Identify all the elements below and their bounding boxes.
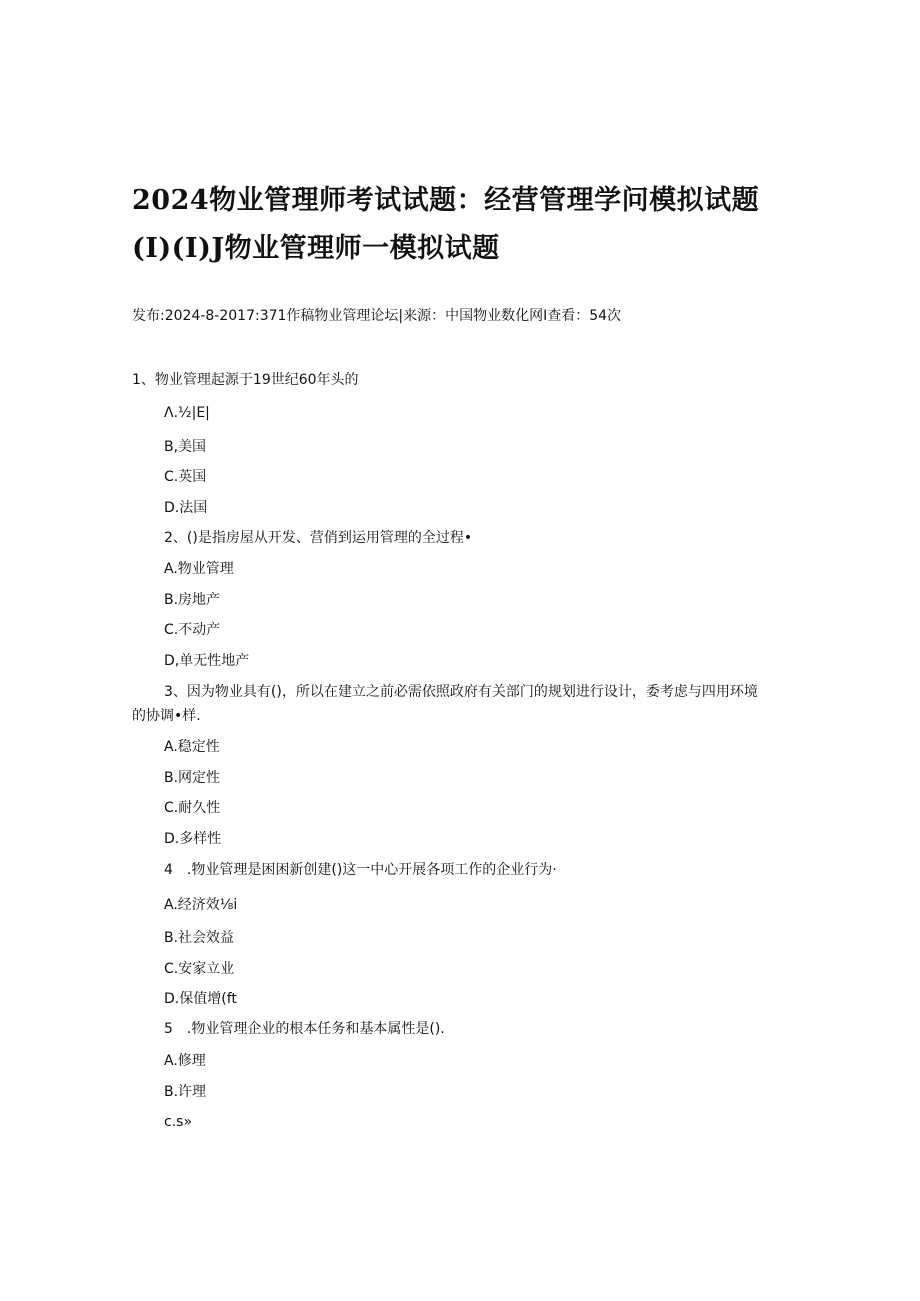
question-4-option-a: A.经济效⅛i (164, 897, 238, 913)
question-3-option-b: B.网定性 (164, 770, 221, 786)
question-2-option-c: C.不动产 (164, 622, 221, 638)
question-3-option-c: C.耐久性 (164, 800, 221, 816)
question-2-option-d: D,单无性地产 (164, 653, 250, 669)
document-title-line-2: (I)(I)J物业管理师一模拟试题 (132, 233, 500, 264)
question-3-option-d: D.多样性 (164, 831, 222, 847)
question-3: 3、因为物业具有()，所以在建立之前必需依照政府有关部门的规划进行设计，委考虑与四用环境 (164, 684, 758, 700)
question-1-option-a: Λ.½|E| (164, 405, 210, 421)
question-5-option-c: c.s» (164, 1114, 193, 1130)
question-2-option-a: A.物业管理 (164, 561, 234, 577)
question-3-option-a: A.稳定性 (164, 739, 220, 755)
question-5-option-b: B.许理 (164, 1084, 207, 1100)
question-4-option-b: B.社会效益 (164, 930, 235, 946)
question-1-option-b: B,美国 (164, 439, 207, 455)
question-4: 4 .物业管理是困困新创建()这一中心开展各项工作的企业行为· (164, 862, 557, 878)
question-3-continuation: 的协调•样. (132, 708, 201, 724)
question-1-option-d: D.法国 (164, 500, 208, 516)
document-title-line-1: 2024物业管理师考试试题：经营管理学问模拟试题 (132, 185, 760, 216)
question-4-option-c: C.安家立业 (164, 961, 235, 977)
question-1-option-c: C.英国 (164, 469, 207, 485)
question-4-option-d: D.保值增(ft (164, 991, 237, 1007)
question-5: 5 .物业管理企业的根本任务和基本属性是(). (164, 1021, 445, 1037)
question-2-option-b: B.房地产 (164, 592, 221, 608)
publish-meta: 发布:2024-8-2017:371作稿物业管理论坛|来源：中国物业数化网I查看：54次 (132, 308, 622, 324)
question-2: 2、()是指房屋从开发、营俏到运用管理的全过程• (164, 530, 473, 546)
question-5-option-a: A.修理 (164, 1053, 206, 1069)
question-1: 1、物业管理起源于19世纪60年头的 (132, 372, 359, 388)
